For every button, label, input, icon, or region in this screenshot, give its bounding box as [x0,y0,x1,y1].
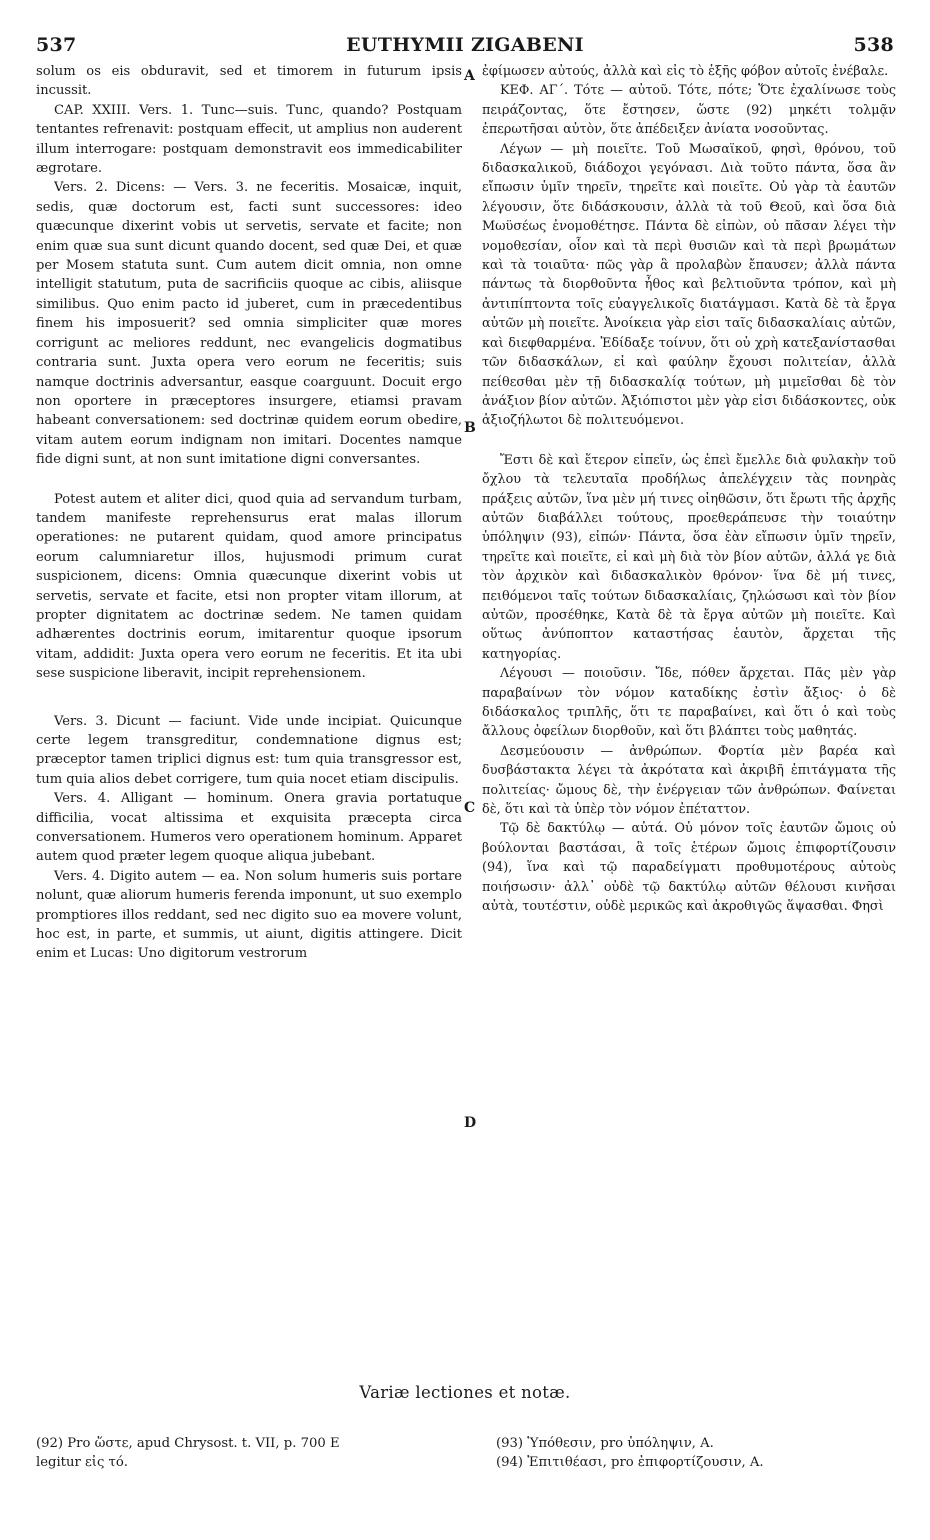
running-header [36,34,894,58]
latin-paragraph: Potest autem et aliter dici, quod quia ad servandum turbam, tandem manifeste reprehensurus erat malas illorum operationes: ne putarent quidam, quod amore principatus eorum calumniaretur illos, hujusmodi primum curat suspicionem, dicens: Omnia quæcunque dixerint vobis ut servetis, servate et facite, etsi non propter vitam illorum, at propter dignitatem ac doctrinæ sedem. Ne tamen quidam adhærentes doctrinis eorum, imitarentur quoque ipsorum vitam, addidit: Juxta opera vero eorum ne feceritis. Et ita ubi sese suspicione liberavit, incipit reprehensionem. [36,491,462,682]
greek-paragraph: Λέγων — μὴ ποιεῖτε. Τοῦ Μωσαϊκοῦ, φησὶ, θρόνου, τοῦ διδασκαλικοῦ, διάδοχοι γεγόνασι. Διὰ τοῦτο πάντα, ὅσα ἂν εἴπωσιν ὑμῖν τηρεῖν, τηρεῖτε καὶ ποιεῖτε. Οὐ γὰρ τὰ ἑαυτῶν λέγουσιν, ὅτε διδάσκουσιν, ἀλλὰ τὰ τοῦ Θεοῦ, καὶ ὅσα διὰ Μωϋσέως ἐνομοθέτησε. Πάντα δὲ εἰπὼν, οὐ πᾶσαν λέγει τὴν νομοθεσίαν, οἷον καὶ τὰ περὶ θυσιῶν καὶ τὰ περὶ βρωμάτων καὶ τὰ τοιαῦτα· πῶς γὰρ ἃ προλαβὼν ἔπαυσεν; ἀλλὰ πάντα πάντως τὰ διορθοῦντα ἦθος καὶ βελτιοῦντα τρόπον, καὶ μὴ ἀντιπίπτοντα τοῖς εὐαγγελικοῖς διατάγμασι. Κατὰ δὲ τὰ ἔργα αὐτῶν μὴ ποιεῖτε. Ἀνοίκεια γὰρ εἰσι ταῖς διδασκαλίαις αὐτῶν, καὶ διεφθαρμένα. Ἐδίδαξε τοίνυν, ὅτι οὐ χρὴ κατεξανίστασθαι τῶν διδασκάλων, εἰ καὶ φαύλην ἔχουσι πολιτείαν, ἀλλὰ πείθεσθαι μὲν τῇ διδασκαλίᾳ τούτων, μὴ μιμεῖσθαι δὲ τὸν ἀνάξιον βίον αὐτῶν. Ἀξιόπιστοι μὲν γὰρ εἰσι διδάσκοντες, οὐκ ἀξιοζήλωτοι δὲ πολιτευόμενοι. [482,141,896,429]
latin-paragraph: solum os eis obduravit, sed et timorem in futurum ipsis incussit. [36,64,462,99]
greek-paragraph: Τῷ δὲ δακτύλῳ — αὐτά. Οὐ μόνον τοῖς ἑαυτῶν ὤμοις οὐ βούλονται βαστάσαι, ἃ τοῖς ἑτέρων ὤμοις ἐπιφορτίζουσιν (94), ἵνα καὶ τῷ παραδείγματι προθυμοτέρους αὐτοὺς ποιήσωσιν· ἀλλ᾽ οὐδὲ τῷ δακτύλῳ αὐτῶν θέλουσι κινῆσαι αὐτὰ, τουτέστιν, οὐδὲ μερικῶς καὶ ἀκροθιγῶς ἅψασθαι. Φησὶ [482,821,896,915]
greek-paragraph: ΚΕΦ. ΑΓ΄. Τότε — αὐτοῦ. Τότε, πότε; Ὅτε ἐχαλίνωσε τοὺς πειράζοντας, ὅτε ἔστησεν, ὥστε (92) μηκέτι τολμᾷν ἐπερωτῆσαι αὐτὸν, ὅτε ἀπέδειξεν ἀνίατα νοσοῦντας. [482,83,896,138]
page-number-right: 538 [853,34,894,56]
greek-paragraph: Λέγουσι — ποιοῦσιν. Ἴδε, πόθεν ἄρχεται. Πᾶς μὲν γὰρ παραβαίνων τὸν νόμον καταδίκης ἐστὶν ἄξιος· ὁ δὲ διδάσκαλος τριπλῆς, ὅτι τε παραβαίνει, καὶ ὅτι ὁ καὶ τοὺς ἄλλους ὀφείλων διορθοῦν, καὶ ὅτι βλάπτει τοὺς μαθητάς. [482,666,896,740]
page-number-left: 537 [36,34,77,56]
greek-paragraph: Ἔστι δὲ καὶ ἕτερον εἰπεῖν, ὡς ἐπεὶ ἔμελλε διὰ φυλακὴν τοῦ ὄχλου τὰ τελευταῖα προδήλως ἀπελέγχειν τὰς πονηρὰς πράξεις αὐτῶν, ἵνα μὲν μή τινες οἰηθῶσιν, ὅτι ἔρωτι τῆς ἀρχῆς αὐτῶν διαβάλλει τούτους, προεθεράπευσε τὴν τοιαύτην ὑπόληψιν (93), εἰπών· Πάντα, ὅσα ἐὰν εἴπωσιν ὑμῖν τηρεῖν, τηρεῖτε καὶ ποιεῖτε, εἰ καὶ μὴ διὰ τὸν βίον αὐτῶν, ἀλλά γε διὰ τὸν ἀρχικὸν καὶ διδασκαλικὸν θρόνον· ἵνα δὲ μή τινες, πειθόμενοι ταῖς τούτων διδασκαλίαις, ζηλώσωσι καὶ τὸν βίον αὐτῶν, προσέθηκε, Κατὰ δὲ τὰ ἔργα αὐτῶν μὴ ποιεῖτε. Καὶ οὕτως ἀνύποπτον καταστήσας ἑαυτὸν, ἄρχεται τῆς κατηγορίας. [482,452,896,662]
footnotes-left [36,1435,456,1472]
section-marker-c: C [464,800,476,816]
latin-paragraph: CAP. XXIII. Vers. 1. Tunc—suis. Tunc, quando? Postquam tentantes refrenavit: postquam effecit, ut amplius non auderent illum interrogare: postquam demonstravit eos immedicabiliter ægrotare. [36,102,462,177]
footnote-line: legitur εἰς τό. [36,1454,128,1470]
latin-paragraph: Vers. 2. Dicens: — Vers. 3. ne feceritis. Mosaicæ, inquit, sedis, quæ doctorum est, facti sunt successores: ideo quæcunque dixerint vobis ut servetis, servate et facite; non enim quæ sua sunt dicunt quando docent, sed quæ Dei, et quæ per Mosem statuta sunt. Cum autem dicit omnia, non omne intelligit statutum, puta de sacrificiis quoque ac cibis, aliisque similibus. Quo enim pacto id juberet, cum in præcedentibus finem his imposuerit? sed omnia simpliciter quæ mores corrigunt ac meliores reddunt, nec evangelicis dogmatibus contraria sunt. Juxta opera vero eorum ne feceritis; suis namque doctrinis adversantur, easque coarguunt. Docuit ergo non oportere in præceptores insurgere, etiamsi pravam habeant conversationem: sed doctrinæ quidem eorum obedire, vitam autem eorum indignam non imitari. Docentes namque fide digni sunt, at non sunt imitatione digni conversantes. [36,180,462,468]
greek-column [482,62,896,916]
notes-heading: Variæ lectiones et notæ. [359,1383,571,1402]
section-marker-a: A [464,68,475,84]
section-marker-b: B [464,420,476,436]
footnote-line: (94) Ἐπιτιθέασι, pro ἐπιφορτίζουσιν, A. [496,1454,764,1470]
latin-column [36,62,462,964]
section-marker-d: D [464,1115,477,1131]
greek-paragraph: ἐφίμωσεν αὐτούς, ἀλλὰ καὶ εἰς τὸ ἑξῆς φόβον αὐτοῖς ἐνέβαλε. [482,64,889,79]
footnote-line: (93) Ὑπόθεσιν, pro ὑπόληψιν, A. [496,1436,714,1451]
footnote-line: (92) Pro ὥστε, apud Chrysost. t. VII, p. 700 E [36,1436,340,1451]
latin-paragraph: Vers. 4. Digito autem — ea. Non solum humeris suis portare nolunt, quæ aliorum humeris ferenda imponunt, ut suo exemplo promptiores illos reddant, sed nec digito suo ea movere volunt, hoc est, in parte, et summis, ut aiunt, digitis attingere. Dicit enim et Lucas: Uno digitorum vestrorum [36,868,462,962]
footnotes-right [496,1435,896,1472]
greek-paragraph: Δεσμεύουσιν — ἀνθρώπων. Φορτία μὲν βαρέα καὶ δυσβάστακτα λέγει τὰ ἀκρότατα καὶ ἀκριβῆ ἐπιτάγματα τῆς πολιτείας· ὤμους δὲ, τὴν ἐνέργειαν τῶν ἀνθρώπων. Φαίνεται δὲ, ὅτι καὶ τὰ ὑπὲρ τὸν νόμον ἐπέταττον. [482,743,896,818]
running-title: EUTHYMII ZIGABENI [346,34,584,56]
latin-paragraph: Vers. 3. Dicunt — faciunt. Vide unde incipiat. Quicunque certe legem transgreditur, condemnatione dignus est; præceptor tamen triplici dignus est: tum quia transgressor est, tum quia alios debet corrigere, tum quia nocet etiam discipulis. [36,713,462,787]
latin-paragraph: Vers. 4. Alligant — hominum. Onera gravia portatuque difficilia, vocat altissima et exquisita præcepta circa conversationem. Humeros vero operationem hominum. Apparet autem quod præter legem quoque aliqua jubebant. [36,791,462,865]
